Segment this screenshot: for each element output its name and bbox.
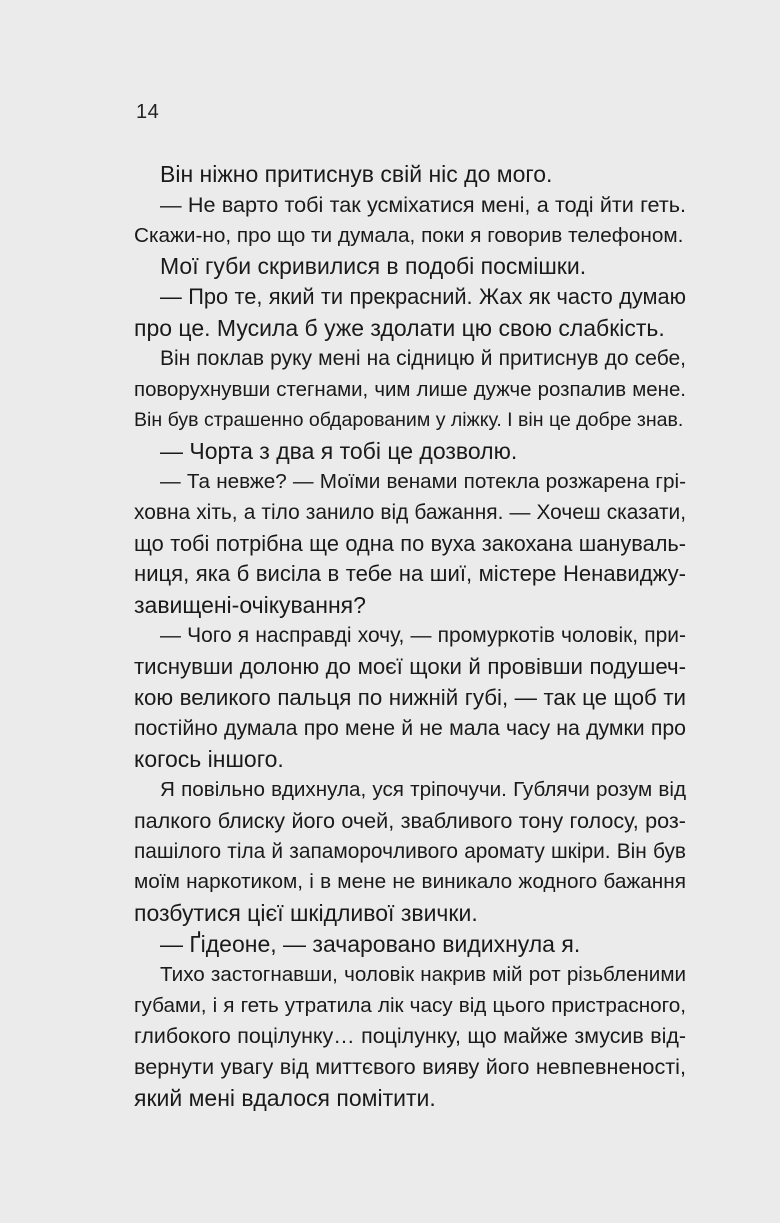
text-line: Він ніжно притиснув свій ніс до мого. xyxy=(160,161,553,187)
text-line: палкого блиску його очей, звабливого тону голосу, роз- xyxy=(134,807,686,833)
text-line: вернути увагу від миттєвого вияву його невпевненості, xyxy=(134,1054,686,1080)
text-line: завищені-очікування? xyxy=(134,592,366,619)
text-line: Мої губи скривилися в подобі посмішки. xyxy=(160,253,587,280)
text-line: постійно думала про мене й не мала часу на думки про xyxy=(134,716,686,741)
text-line: ниця, яка б висіла в тебе на шиї, містере Ненавиджу- xyxy=(134,561,686,587)
text-line: — Не варто тобі так усміхатися мені, а тоді йти геть. xyxy=(160,191,686,217)
text-line: — Про те, який ти прекрасний. Жах як часто думаю xyxy=(160,284,686,310)
text-line: Він поклав руку мені на сідницю й притиснув до себе, xyxy=(160,346,686,370)
text-line: про це. Мусила б уже здолати цю свою слабкість. xyxy=(134,314,665,341)
page-number: 14 xyxy=(136,101,160,123)
text-line: губами, і я геть утратила лік часу від цього пристрасного, xyxy=(134,993,686,1017)
text-line: когось іншого. xyxy=(134,746,284,773)
text-line: — Та невже? — Моїми венами потекла розжарена грі- xyxy=(160,469,686,493)
text-line: що тобі потрібна ще одна по вуха закохана шануваль- xyxy=(134,530,686,556)
text-line: Він був страшенно обдарованим у ліжку. І він це добре знав. xyxy=(134,409,684,432)
text-line: позбутися цієї шкідливої звички. xyxy=(134,900,478,927)
text-line: — Чорта з два я тобі це дозволю. xyxy=(160,438,518,465)
text-line: ховна хіть, а тіло занило від бажання. — Хочеш сказати, xyxy=(134,500,686,524)
text-line: — Ґідеоне, — зачаровано видихнула я. xyxy=(160,930,581,957)
body-text xyxy=(134,159,686,1114)
text-line: пашілого тіла й запаморочливого аромату шкіри. Він був xyxy=(134,839,686,863)
text-line: — Чого я насправді хочу, — промуркотів чоловік, при- xyxy=(160,623,686,647)
text-line: тиснувши долоню до моєї щоки й провівши подушеч- xyxy=(134,653,686,679)
text-line: глибокого поцілунку… поцілунку, що майже змусив від- xyxy=(134,1024,686,1049)
text-line: поворухнувши стегнами, чим лише дужче розпалив мене. xyxy=(134,377,686,401)
text-line: кою великого пальця по нижній губі, — так це щоб ти xyxy=(134,684,686,710)
text-line: моїм наркотиком, і в мене не виникало жодного бажання xyxy=(134,870,686,894)
text-line: який мені вдалося помітити. xyxy=(134,1084,436,1111)
text-line: Скажи-но, про що ти думала, поки я говорив телефоном. xyxy=(134,223,684,247)
text-line: Тихо застогнавши, чоловік накрив мій рот різьбленими xyxy=(160,962,686,986)
text-line: Я повільно вдихнула, уся тріпочучи. Гублячи розум від xyxy=(160,777,686,801)
